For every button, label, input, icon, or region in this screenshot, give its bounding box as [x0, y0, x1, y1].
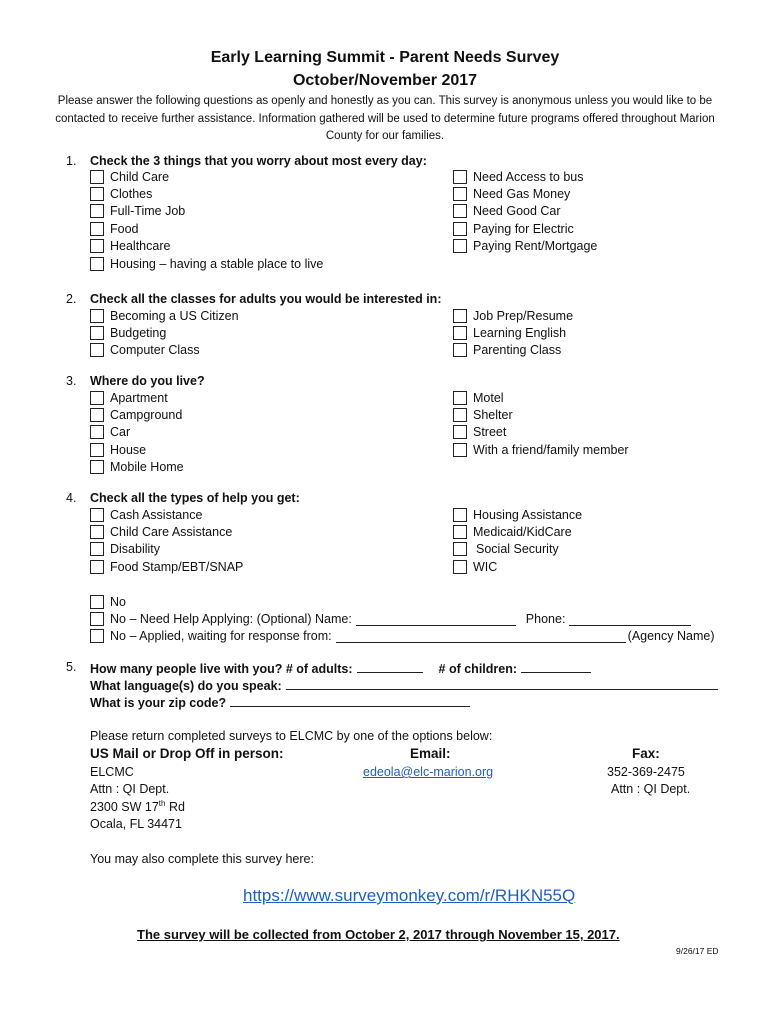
mail-line: ELCMC: [90, 765, 134, 779]
option-label: WIC: [473, 560, 498, 574]
checkbox[interactable]: [90, 309, 104, 323]
q3-option[interactable]: [453, 425, 506, 439]
q1-number: 1.: [66, 154, 77, 168]
street-suffix-sup: th: [158, 799, 166, 808]
footer-code: 9/26/17 ED: [676, 946, 719, 956]
q4-no-option[interactable]: [90, 595, 126, 609]
agency-field[interactable]: [336, 630, 626, 643]
q5-adults-row: [90, 660, 591, 676]
option-label: Clothes: [110, 187, 153, 201]
mail-line: Ocala, FL 34471: [90, 817, 182, 831]
q3-option[interactable]: [453, 408, 513, 422]
q1-option[interactable]: [90, 222, 139, 236]
option-label: Housing – having a stable place to live: [110, 257, 324, 271]
q3-option[interactable]: [90, 443, 146, 457]
option-label: No – Need Help Applying: (Optional) Name:: [110, 612, 352, 626]
checkbox[interactable]: [453, 239, 467, 253]
mail-street: [90, 799, 185, 814]
checkbox[interactable]: [90, 542, 104, 556]
option-label: Housing Assistance: [473, 508, 583, 522]
q2-option[interactable]: [90, 326, 166, 340]
option-label: Need Good Car: [473, 204, 561, 218]
q1-option[interactable]: [453, 187, 570, 201]
language-field[interactable]: [286, 677, 718, 690]
q3-number: 3.: [66, 374, 77, 388]
option-label: House: [110, 443, 147, 457]
option-label: Paying for Electric: [473, 222, 574, 236]
q4-number: 4.: [66, 491, 77, 505]
option-label: Medicaid/KidCare: [473, 525, 572, 539]
q1-option[interactable]: [90, 170, 169, 184]
checkbox[interactable]: [90, 525, 104, 539]
phone-field[interactable]: [569, 613, 691, 626]
q3-heading: Where do you live?: [90, 374, 205, 388]
q3-option[interactable]: [90, 408, 182, 422]
phone-label: Phone:: [525, 612, 566, 626]
option-label: Job Prep/Resume: [473, 309, 574, 323]
checkbox[interactable]: [90, 629, 104, 643]
checkbox[interactable]: [453, 443, 467, 457]
checkbox[interactable]: [90, 391, 104, 405]
checkbox[interactable]: [90, 560, 104, 574]
checkbox[interactable]: [453, 391, 467, 405]
q4-option[interactable]: [90, 542, 160, 556]
checkbox[interactable]: [90, 460, 104, 474]
q2-heading: Check all the classes for adults you would be interested in:: [90, 292, 442, 306]
mail-line: 2300 SW 17: [90, 800, 159, 815]
checkbox[interactable]: [453, 222, 467, 236]
mail-line: Attn : QI Dept.: [90, 782, 170, 796]
q4-option[interactable]: [453, 542, 559, 556]
q1-option[interactable]: [453, 170, 583, 184]
option-label: Social Security: [476, 542, 559, 556]
option-label: Need Access to bus: [473, 170, 584, 184]
option-label: Child Care: [110, 170, 170, 184]
q4-option[interactable]: [90, 560, 243, 574]
checkbox[interactable]: [453, 170, 467, 184]
fax-attn: Attn : QI Dept.: [611, 782, 691, 796]
option-label: Car: [110, 425, 131, 439]
q1-option[interactable]: [90, 204, 185, 218]
checkbox[interactable]: [453, 326, 467, 340]
option-label: Budgeting: [110, 326, 167, 340]
option-label: Need Gas Money: [473, 187, 571, 201]
checkbox[interactable]: [90, 239, 104, 253]
checkbox[interactable]: [453, 408, 467, 422]
online-text: You may also complete this survey here:: [90, 852, 314, 866]
q2-number: 2.: [66, 292, 77, 306]
checkbox[interactable]: [90, 443, 104, 457]
fax-number: 352-369-2475: [607, 765, 685, 779]
option-label: Disability: [110, 542, 161, 556]
checkbox[interactable]: [90, 508, 104, 522]
option-label: Parenting Class: [473, 343, 562, 357]
q5-number: 5.: [66, 660, 77, 674]
q1-option[interactable]: [90, 257, 323, 271]
checkbox[interactable]: [453, 508, 467, 522]
survey-url-link[interactable]: https://www.surveymonkey.com/r/RHKN55Q: [243, 886, 576, 905]
mail-heading: US Mail or Drop Off in person:: [90, 746, 284, 761]
option-label: Food Stamp/EBT/SNAP: [110, 560, 244, 574]
q3-option[interactable]: [90, 391, 168, 405]
q1-option[interactable]: [453, 239, 597, 253]
fax-heading: Fax:: [632, 746, 660, 761]
page-title: Early Learning Summit - Parent Needs Survey: [210, 49, 560, 66]
q4-option[interactable]: [453, 525, 572, 539]
checkbox[interactable]: [90, 612, 104, 626]
option-label: Full-Time Job: [110, 204, 186, 218]
option-label: Mobile Home: [110, 460, 184, 474]
intro-text: Please answer the following questions as openly and honestly as you can. This survey is anonymous unless you would like to be contacted to receive further assistance. Information gathered will be used to determine future programs offered throughout Marion County for our families.: [55, 95, 715, 142]
option-label: Campground: [110, 408, 183, 422]
option-label: With a friend/family member: [473, 443, 629, 457]
q4-option[interactable]: [90, 525, 232, 539]
checkbox[interactable]: [90, 425, 104, 439]
option-label: Shelter: [473, 408, 513, 422]
q2-option[interactable]: [90, 343, 200, 357]
checkbox[interactable]: [453, 343, 467, 357]
option-label: Paying Rent/Mortgage: [473, 239, 598, 253]
q4-no-help-option[interactable]: [90, 612, 691, 626]
checkbox[interactable]: [90, 343, 104, 357]
checkbox[interactable]: [453, 309, 467, 323]
page-subtitle: October/November 2017: [292, 72, 478, 89]
q3-option[interactable]: [90, 460, 184, 474]
q1-option[interactable]: [90, 239, 170, 253]
q2-option[interactable]: [90, 309, 239, 323]
email-link[interactable]: edeola@elc-marion.org: [363, 765, 494, 779]
checkbox[interactable]: [453, 204, 467, 218]
q1-heading: Check the 3 things that you worry about most every day:: [90, 154, 427, 168]
return-instructions: Please return completed surveys to ELCMC by one of the options below:: [90, 729, 493, 743]
q4-heading: Check all the types of help you get:: [90, 491, 300, 505]
checkbox[interactable]: [90, 170, 104, 184]
q3-option[interactable]: [90, 425, 130, 439]
checkbox[interactable]: [453, 425, 467, 439]
q1-option[interactable]: [453, 204, 561, 218]
q1-option[interactable]: [453, 222, 574, 236]
checkbox[interactable]: [90, 257, 104, 271]
option-label: Learning English: [473, 326, 567, 340]
checkbox[interactable]: [90, 187, 104, 201]
checkbox[interactable]: [90, 326, 104, 340]
email-heading: Email:: [410, 746, 451, 761]
checkbox[interactable]: [90, 595, 104, 609]
collection-note: The survey will be collected from October 2, 2017 through November 15, 2017.: [137, 927, 620, 942]
zip-label: What is your zip code?: [90, 696, 227, 710]
checkbox[interactable]: [453, 560, 467, 574]
q4-option[interactable]: [453, 508, 582, 522]
option-label: Cash Assistance: [110, 508, 203, 522]
q2-option[interactable]: [453, 343, 561, 357]
q2-option[interactable]: [453, 326, 566, 340]
language-label: What language(s) do you speak:: [90, 679, 282, 693]
option-label: Food: [110, 222, 139, 236]
checkbox[interactable]: [90, 222, 104, 236]
option-label: No – Applied, waiting for response from:: [110, 629, 332, 643]
q5-zip-row: [90, 694, 470, 710]
q4-option[interactable]: [453, 560, 497, 574]
checkbox[interactable]: [453, 187, 467, 201]
q4-option[interactable]: [90, 508, 202, 522]
option-label: Apartment: [110, 391, 168, 405]
q3-option[interactable]: [453, 443, 629, 457]
checkbox[interactable]: [453, 542, 467, 556]
option-label: Healthcare: [110, 239, 171, 253]
option-label: Child Care Assistance: [110, 525, 233, 539]
children-field[interactable]: [521, 660, 591, 673]
zip-field[interactable]: [230, 694, 470, 707]
agency-label: (Agency Name): [627, 629, 715, 643]
option-label: Street: [473, 425, 507, 439]
option-label: Motel: [473, 391, 504, 405]
q4-no-applied-option[interactable]: [90, 629, 715, 643]
checkbox[interactable]: [453, 525, 467, 539]
option-label: No: [110, 595, 126, 609]
name-field[interactable]: [356, 613, 516, 626]
option-label: Computer Class: [110, 343, 200, 357]
checkbox[interactable]: [90, 408, 104, 422]
q5-language-row: [90, 677, 718, 693]
q2-option[interactable]: [453, 309, 573, 323]
children-label: # of children:: [438, 662, 518, 676]
street-suffix: Rd: [165, 800, 185, 815]
checkbox[interactable]: [90, 204, 104, 218]
adults-label: How many people live with you? # of adults:: [90, 662, 353, 676]
adults-field[interactable]: [357, 660, 423, 673]
q1-option[interactable]: [90, 187, 152, 201]
q3-option[interactable]: [453, 391, 504, 405]
option-label: Becoming a US Citizen: [110, 309, 239, 323]
